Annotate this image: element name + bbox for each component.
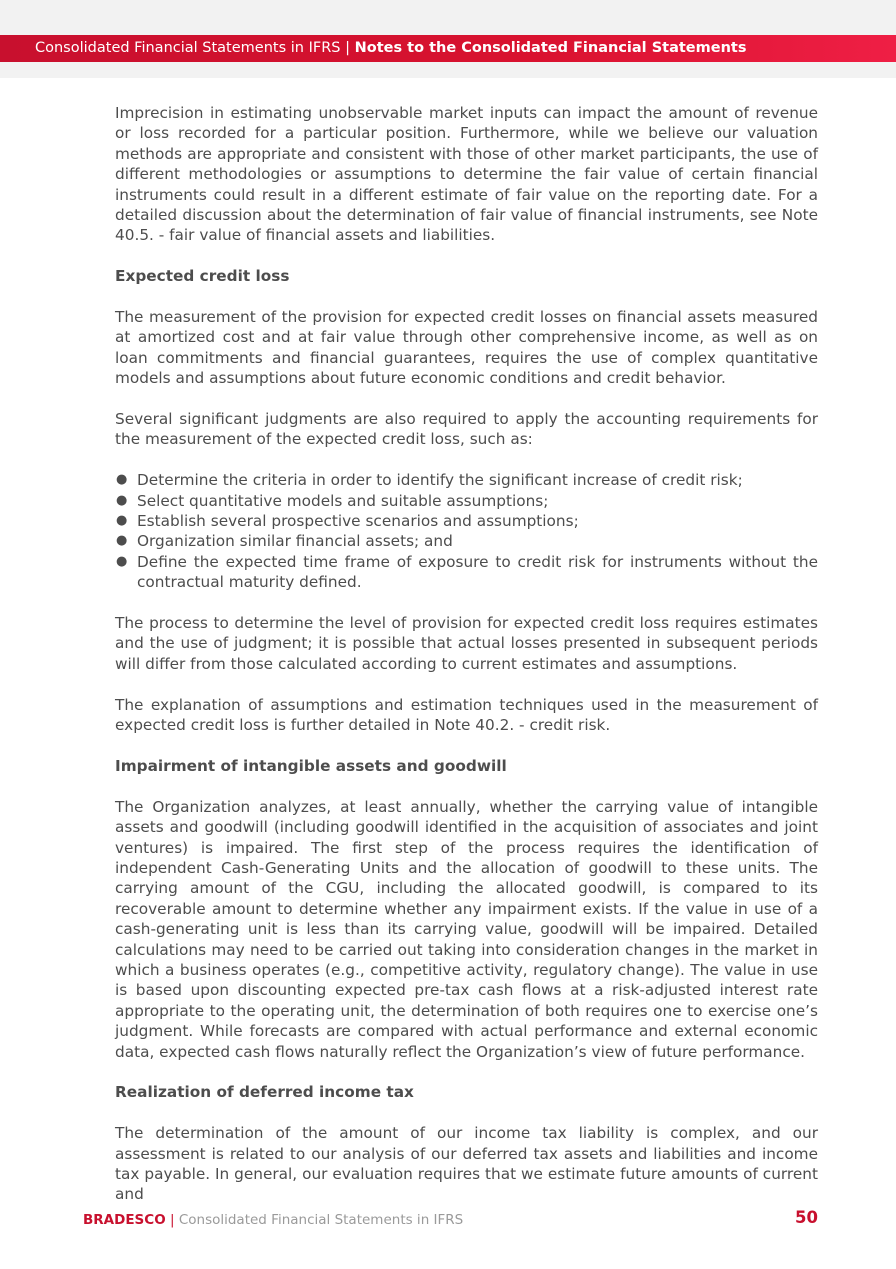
bullet-icon: ● bbox=[116, 533, 128, 549]
ecl-judgments-list bbox=[115, 470, 818, 592]
list-item: ● Organization similar financial assets; and bbox=[116, 532, 453, 551]
list-item: ● Determine the criteria in order to identify the significant increase of credit risk; bbox=[116, 471, 743, 490]
impairment-paragraph: The Organization analyzes, at least annually, whether the carrying value of intangible assets and goodwill (including goodwill identified in the acquisition of associates and joint ventures) is impaired. The first step of the process requires the identification of independent Cash-Generating Units and the allocation of goodwill to these units. The carrying amount of the CGU, including the allocated goodwill, is compared to its recoverable amount to determine whether any impairment exists. If the value in use of a cash-generating unit is less than its carrying value, goodwill will be impaired. Detailed calculations may need to be carried out taking into consideration changes in the market in which a business operates (e.g., competitive activity, regulatory change). The value in use is based upon discounting expected pre-tax cash flows at a risk-adjusted interest rate appropriate to the operating unit, the determination of both requires one to exercise one’s judgment. While forecasts are compared with actual performance and external economic data, expected cash flows naturally reflect the Organization’s view of future performance. bbox=[115, 797, 818, 1061]
ecl-paragraph-1: The measurement of the provision for expected credit losses on financial assets measured at amortized cost and at fair value through other comprehensive income, as well as on loan commitments and financial guarantees, requires the use of complex quantitative models and assumptions about future economic conditions and credit behavior. bbox=[115, 308, 818, 388]
section-heading-expected-credit-loss: Expected credit loss bbox=[115, 267, 290, 286]
deferred-tax-paragraph: The determination of the amount of our income tax liability is complex, and our assessment is related to our analysis of our deferred tax assets and liabilities and income tax payable. In general, our evaluation requires that we estimate future amounts of current and bbox=[115, 1124, 818, 1204]
top-margin-band bbox=[0, 0, 896, 35]
list-item: ● Select quantitative models and suitable assumptions; bbox=[116, 491, 549, 510]
page-footer bbox=[83, 1210, 818, 1230]
section-heading-impairment: Impairment of intangible assets and goodwill bbox=[115, 756, 507, 775]
intro-paragraph: Imprecision in estimating unobservable market inputs can impact the amount of revenue or loss recorded for a particular position. Furthermore, while we believe our valuation methods are appropriate and consistent with those of other market participants, the use of different methodologies or assumptions to determine the fair value of certain financial instruments could result in a different estimate of fair value on the reporting date. For a detailed discussion about the determination of fair value of financial instruments, see Note 40.5. - fair value of financial assets and liabilities. bbox=[115, 104, 818, 245]
section-heading-deferred-tax: Realization of deferred income tax bbox=[115, 1083, 414, 1102]
page-number: 50 bbox=[795, 1208, 818, 1227]
bullet-icon: ● bbox=[116, 472, 128, 488]
header-document-title: Consolidated Financial Statements in IFRS bbox=[35, 40, 341, 56]
list-item: ● Establish several prospective scenarios and assumptions; bbox=[116, 512, 579, 531]
footer-document-title: Consolidated Financial Statements in IFRS bbox=[178, 1212, 464, 1228]
header-separator: | bbox=[345, 40, 350, 56]
footer-separator: | bbox=[169, 1212, 175, 1228]
ecl-paragraph-3: The process to determine the level of provision for expected credit loss requires estimates and the use of judgment; it is possible that actual losses presented in subsequent periods will differ from those calculated according to current estimates and assumptions. bbox=[115, 614, 818, 673]
running-header bbox=[0, 35, 896, 62]
ecl-paragraph-4: The explanation of assumptions and estimation techniques used in the measurement of expected credit loss is further detailed in Note 40.2. - credit risk. bbox=[115, 695, 818, 735]
header-under-band bbox=[0, 62, 896, 78]
footer-brand: BRADESCO bbox=[83, 1212, 166, 1228]
bullet-icon: ● bbox=[116, 513, 128, 529]
ecl-paragraph-2: Several significant judgments are also required to apply the accounting requirements for the measurement of the expected credit loss, such as: bbox=[115, 410, 818, 449]
bullet-icon: ● bbox=[116, 553, 128, 569]
list-item: ● Define the expected time frame of exposure to credit risk for instruments without the contractual maturity defined. bbox=[116, 552, 818, 592]
page-body bbox=[115, 103, 818, 1225]
bullet-icon: ● bbox=[116, 492, 128, 508]
header-section-title: Notes to the Consolidated Financial Statements bbox=[354, 40, 747, 56]
